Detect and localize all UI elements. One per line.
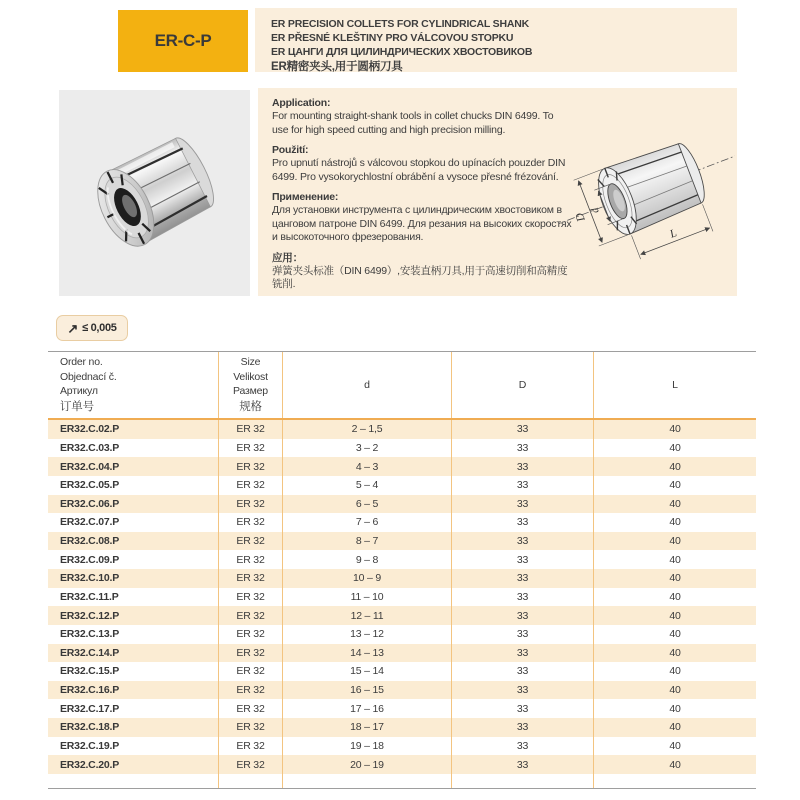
info-section [272, 96, 572, 137]
cell-L: 40 [593, 532, 756, 551]
cell-L: 40 [593, 681, 756, 700]
cell-L: 40 [593, 420, 756, 439]
info-section [272, 190, 572, 245]
cell-L: 40 [593, 662, 756, 681]
cell-D: 33 [451, 457, 593, 476]
cell-d: 3 – 2 [282, 439, 451, 458]
cell-D: 33 [451, 420, 593, 439]
cell-D: 33 [451, 755, 593, 774]
header-size: Size Velikost Размер 规格 [218, 352, 282, 418]
info-section-label: Použití: [272, 144, 309, 156]
cell-size: ER 32 [218, 476, 282, 495]
info-section-text: Для установки инструмента с цилиндрическим хвостовиком в цанговом патроне DIN 6499. Для резания на высоких скоростях и высокоточного фрезерования. [272, 204, 572, 243]
application-panel [258, 88, 737, 296]
runout-tolerance-value: ≤ 0,005 [82, 322, 117, 334]
collet-photo [66, 97, 244, 289]
table-row [48, 718, 756, 737]
cell-size: ER 32 [218, 439, 282, 458]
cell-size: ER 32 [218, 457, 282, 476]
cell-L: 40 [593, 588, 756, 607]
title-panel: ER PRECISION COLLETS FOR CYLINDRICAL SHANK ER PŘESNÉ KLEŠTINY PRO VÁLCOVOU STOPKU ER ЦАНГИ ДЛЯ ЦИЛИНДРИЧЕСКИХ ХВОСТОВИКОВ ER精密夹头,用于圆柄刀具 [255, 8, 737, 72]
dimensions-table [48, 351, 756, 789]
table-header [48, 351, 756, 420]
cell-L: 40 [593, 476, 756, 495]
table-row [48, 681, 756, 700]
cell-size: ER 32 [218, 588, 282, 607]
cell-order: ER32.C.11.P [60, 590, 119, 603]
table-row [48, 513, 756, 532]
cell-L: 40 [593, 737, 756, 756]
cell-d: 12 – 11 [282, 606, 451, 625]
info-section-label: Применение: [272, 191, 339, 203]
cell-L: 40 [593, 457, 756, 476]
table-row [48, 699, 756, 718]
header-L: L [593, 352, 756, 418]
cell-order: ER32.C.10.P [60, 572, 120, 585]
dim-label-L: L [668, 227, 679, 241]
cell-order: ER32.C.03.P [60, 441, 120, 454]
cell-order: ER32.C.15.P [60, 665, 120, 678]
cell-d: 17 – 16 [282, 699, 451, 718]
cell-D: 33 [451, 569, 593, 588]
cell-L: 40 [593, 625, 756, 644]
cell-size: ER 32 [218, 420, 282, 439]
cell-order: ER32.C.04.P [60, 460, 120, 473]
table-row [48, 439, 756, 458]
cell-order: ER32.C.18.P [60, 721, 120, 734]
cell-size: ER 32 [218, 513, 282, 532]
cell-size: ER 32 [218, 662, 282, 681]
cell-order: ER32.C.16.P [60, 684, 120, 697]
cell-order: ER32.C.19.P [60, 739, 120, 752]
table-row [48, 457, 756, 476]
cell-d: 20 – 19 [282, 755, 451, 774]
cell-D: 33 [451, 532, 593, 551]
cell-D: 33 [451, 681, 593, 700]
cell-d: 16 – 15 [282, 681, 451, 700]
cell-d: 15 – 14 [282, 662, 451, 681]
cell-order: ER32.C.02.P [60, 423, 120, 436]
header-D: D [451, 352, 593, 418]
info-section-label: 应用： [272, 251, 303, 264]
application-text [272, 96, 572, 298]
table-row [48, 532, 756, 551]
cell-size: ER 32 [218, 737, 282, 756]
table-footer [48, 774, 756, 789]
cell-L: 40 [593, 495, 756, 514]
dim-label-D: D [573, 211, 588, 224]
cell-size: ER 32 [218, 644, 282, 663]
table-row [48, 420, 756, 439]
table-row [48, 495, 756, 514]
table-row [48, 588, 756, 607]
cell-L: 40 [593, 644, 756, 663]
cell-D: 33 [451, 588, 593, 607]
cell-L: 40 [593, 606, 756, 625]
cell-L: 40 [593, 550, 756, 569]
table-row [48, 737, 756, 756]
cell-D: 33 [451, 699, 593, 718]
cell-d: 9 – 8 [282, 550, 451, 569]
info-section-text: Pro upnutí nástrojů s válcovou stopkou do upínacích pouzder DIN 6499. Pro vysokorychlostní obrábění a vysoce přesné frézování. [272, 157, 566, 183]
cell-D: 33 [451, 550, 593, 569]
cell-size: ER 32 [218, 699, 282, 718]
cell-size: ER 32 [218, 625, 282, 644]
cell-order: ER32.C.13.P [60, 628, 120, 641]
info-section-text: 弹簧夹头标准（DIN 6499）,安装直柄刀具,用于高速切削和高精度铣削. [272, 264, 568, 290]
cell-order: ER32.C.09.P [60, 553, 120, 566]
cell-order: ER32.C.20.P [60, 758, 120, 771]
table-row [48, 569, 756, 588]
dim-label-d: d [589, 206, 602, 215]
runout-tolerance-badge [56, 315, 128, 341]
table-row [48, 662, 756, 681]
cell-size: ER 32 [218, 681, 282, 700]
cell-d: 6 – 5 [282, 495, 451, 514]
cell-size: ER 32 [218, 718, 282, 737]
cell-order: ER32.C.08.P [60, 535, 120, 548]
cell-D: 33 [451, 662, 593, 681]
cell-L: 40 [593, 755, 756, 774]
cell-d: 18 – 17 [282, 718, 451, 737]
cell-D: 33 [451, 495, 593, 514]
cell-d: 4 – 3 [282, 457, 451, 476]
cell-d: 7 – 6 [282, 513, 451, 532]
cell-D: 33 [451, 476, 593, 495]
cell-L: 40 [593, 513, 756, 532]
product-code-badge [118, 10, 248, 72]
cell-d: 5 – 4 [282, 476, 451, 495]
cell-order: ER32.C.17.P [60, 702, 120, 715]
cell-size: ER 32 [218, 495, 282, 514]
cell-d: 19 – 18 [282, 737, 451, 756]
cell-D: 33 [451, 625, 593, 644]
product-code: ER-C-P [154, 31, 212, 50]
product-photo-panel [59, 90, 250, 296]
info-section-label: Application: [272, 97, 331, 109]
header-order-no: Order no. Objednací č. Артикул 订单号 [60, 355, 117, 414]
cell-order: ER32.C.07.P [60, 516, 120, 529]
cell-L: 40 [593, 699, 756, 718]
table-row [48, 606, 756, 625]
table-row [48, 755, 756, 774]
table-row [48, 476, 756, 495]
cell-D: 33 [451, 513, 593, 532]
cell-d: 8 – 7 [282, 532, 451, 551]
cell-D: 33 [451, 439, 593, 458]
cell-L: 40 [593, 718, 756, 737]
cell-D: 33 [451, 606, 593, 625]
cell-D: 33 [451, 718, 593, 737]
cell-size: ER 32 [218, 532, 282, 551]
technical-drawing [559, 96, 735, 293]
table-row [48, 550, 756, 569]
cell-d: 14 – 13 [282, 644, 451, 663]
header-d: d [282, 352, 451, 418]
cell-D: 33 [451, 737, 593, 756]
cell-d: 13 – 12 [282, 625, 451, 644]
runout-arrow-icon: ↗ [67, 320, 79, 336]
cell-d: 11 – 10 [282, 588, 451, 607]
cell-size: ER 32 [218, 550, 282, 569]
cell-d: 10 – 9 [282, 569, 451, 588]
table-row [48, 625, 756, 644]
info-section [272, 143, 572, 184]
cell-D: 33 [451, 644, 593, 663]
cell-order: ER32.C.12.P [60, 609, 120, 622]
info-section [272, 251, 572, 292]
cell-size: ER 32 [218, 606, 282, 625]
cell-L: 40 [593, 439, 756, 458]
table-body [48, 420, 756, 774]
cell-order: ER32.C.14.P [60, 646, 120, 659]
cell-d: 2 – 1,5 [282, 420, 451, 439]
cell-order: ER32.C.05.P [60, 479, 120, 492]
cell-size: ER 32 [218, 569, 282, 588]
cell-size: ER 32 [218, 755, 282, 774]
info-section-text: For mounting straight-shank tools in collet chucks DIN 6499. To use for high speed cutting and high precision milling. [272, 110, 554, 136]
table-row [48, 644, 756, 663]
cell-L: 40 [593, 569, 756, 588]
cell-order: ER32.C.06.P [60, 497, 120, 510]
